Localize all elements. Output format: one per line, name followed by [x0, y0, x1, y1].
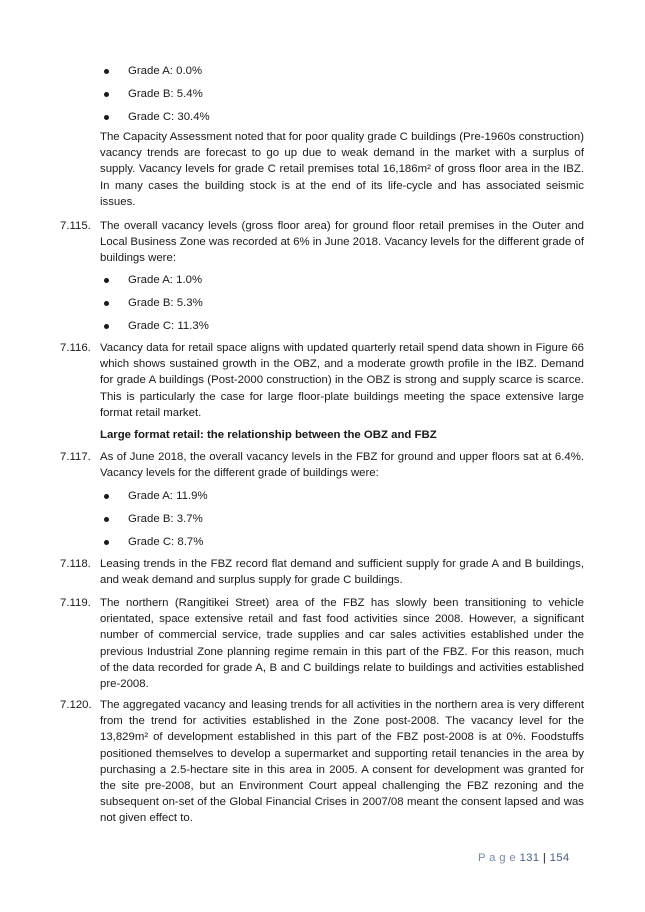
paragraph-7-119: The northern (Rangitikei Street) area of the FBZ has slowly been transitioning to vehicle orientated, space extensive retail and fast food activities since 2008. However, a significant number of commercial service, trade supplies and car sales activities established under the previous Industrial Zone planning regime remain in this part of the FBZ. For this reason, much of the data recorded for grade A, B and C buildings relate to buildings and activities established pre-2008. — [100, 597, 584, 691]
bullet-dot-icon — [104, 494, 109, 499]
paragraph-number: 7.118. — [60, 558, 91, 570]
paragraph-number: 7.116. — [60, 342, 91, 354]
document-page: Grade A: 0.0% Grade B: 5.4% Grade C: 30.4% The Capacity Assessment noted that for poor quality grade C buildings (Pre-1960s construction) vacancy trends are forecast to go up due to weak demand in the market with a surplus of supply. Vacancy levels for grade C retail premises total 16,186m² of gross floor area in the IBZ. In many cases the building stock is at the end of its life-cycle and has associated seismic issues. 7.115. The overall vacancy levels (gross floor area) for ground floor retail premises in the Outer and Local Business Zone was recorded at 6% in June 2018. Vacancy levels for the different grade of buildings were: Grade A: 1.0% Grade B: 5.3% Grade C: 11.3% 7.116. Vacancy data for retail space aligns with updated quarterly retail spend data shown in Figure 66 which shows sustained growth in the OBZ, and a moderate growth profile in the IBZ. Demand for grade A buildings (Post-2000 construction) in the OBZ is strong and supply scarce is scarce. This is particularly the case for large floor-plate buildings meeting the space extensive large format retail market. Large format retail: the relationship between the OBZ and FBZ 7.117. As of June 2018, the overall vacancy levels in the FBZ for ground and upper floors sat at 6.4%. Vacancy levels for the different grade of buildings were: Grade A: 11.9% Grade B: 3.7% Grade C: 8.7% 7.118. Leasing trends in the FBZ record flat demand and sufficient supply for grade A and B buildings, and weak demand and surplus supply for grade C buildings. 7.119. The northern (Rangitikei Street) area of the FBZ has slowly been transitioning to vehicle orientated, space extensive retail and fast food activities since 2008. However, a significant number of commercial service, trade supplies and car sales activities established under the previous Industrial Zone planning regime remain in this part of the FBZ. For this reason, much of the data recorded for grade A, B and C buildings relate to buildings and activities established pre-2008. 7.120. The aggregated vacancy and leasing trends for all activities in the northern area is very different from the trend for activities established in the Zone post-2008. The vacancy level for the 13,829m² of development established in this part of the FBZ post-2008 is at 0%. Foodstuffs positioned themselves to develop a supermarket and supporting retail tenancies in the area by purchasing a 2.5-hectare site in this area in 2005. A consent for development was granted for the site pre-2008, but an Environment Court appeal challenging the FBZ rezoning and the subsequent on-set of the Global Financial Crises in 2007/08 meant the consent lapsed and was not given effect to. P a g e 131 | 154 — [0, 0, 645, 912]
paragraph-7-116: Vacancy data for retail space aligns with updated quarterly retail spend data shown in Figure 66 which shows sustained growth in the OBZ, and a moderate growth profile in the IBZ. Demand for grade A buildings (Post-2000 construction) in the OBZ is strong and supply scarce is scarce. This is particularly the case for large floor-plate buildings meeting the space extensive large format retail market. — [100, 342, 584, 419]
bullet-dot-icon — [104, 69, 109, 74]
footer-page-total: 154 — [549, 852, 570, 864]
footer-page-label: P a g e — [478, 852, 516, 864]
paragraph-7-117: As of June 2018, the overall vacancy levels in the FBZ for ground and upper floors sat at 6.4%. Vacancy levels for the different grade of buildings were: — [100, 451, 584, 480]
paragraph-number: 7.117. — [60, 451, 91, 463]
bullet-dot-icon — [104, 278, 109, 283]
paragraph-capacity: The Capacity Assessment noted that for poor quality grade C buildings (Pre-1960s construction) vacancy trends are forecast to go up due to weak demand in the market with a surplus of supply. Vacancy levels for grade C retail premises total 16,186m² of gross floor area in the IBZ. In many cases the building stock is at the end of its life-cycle and has associated seismic issues. — [100, 131, 584, 208]
paragraph-7-118: Leasing trends in the FBZ record flat demand and sufficient supply for grade A and B buildings, and weak demand and surplus supply for grade C buildings. — [100, 558, 584, 587]
bullet-dot-icon — [104, 517, 109, 522]
paragraph-number: 7.115. — [60, 220, 91, 232]
paragraph-number: 7.119. — [60, 597, 91, 609]
page-footer — [478, 850, 569, 866]
paragraph-7-115: The overall vacancy levels (gross floor area) for ground floor retail premises in the Outer and Local Business Zone was recorded at 6% in June 2018. Vacancy levels for the different grade of buildings were: — [100, 220, 584, 265]
paragraph-7-120: The aggregated vacancy and leasing trends for all activities in the northern area is very different from the trend for activities established in the Zone post-2008. The vacancy level for the 13,829m² of development established in this part of the FBZ post-2008 is at 0%. Foodstuffs positioned themselves to develop a supermarket and supporting retail tenancies in the area by purchasing a 2.5-hectare site in this area in 2005. A consent for development was granted for the site pre-2008, but an Environment Court appeal challenging the FBZ rezoning and the subsequent on-set of the Global Financial Crises in 2007/08 meant the consent lapsed and was not given effect to. — [100, 699, 584, 825]
bullet-dot-icon — [104, 540, 109, 545]
section-heading: Large format retail: the relationship between the OBZ and FBZ — [100, 429, 437, 441]
bullet-dot-icon — [104, 301, 109, 306]
bullet-dot-icon — [104, 324, 109, 329]
bullet-dot-icon — [104, 115, 109, 120]
bullet-dot-icon — [104, 92, 109, 97]
footer-page-number: 131 — [519, 852, 540, 864]
footer-separator: | — [542, 852, 547, 864]
paragraph-number: 7.120. — [60, 699, 92, 711]
